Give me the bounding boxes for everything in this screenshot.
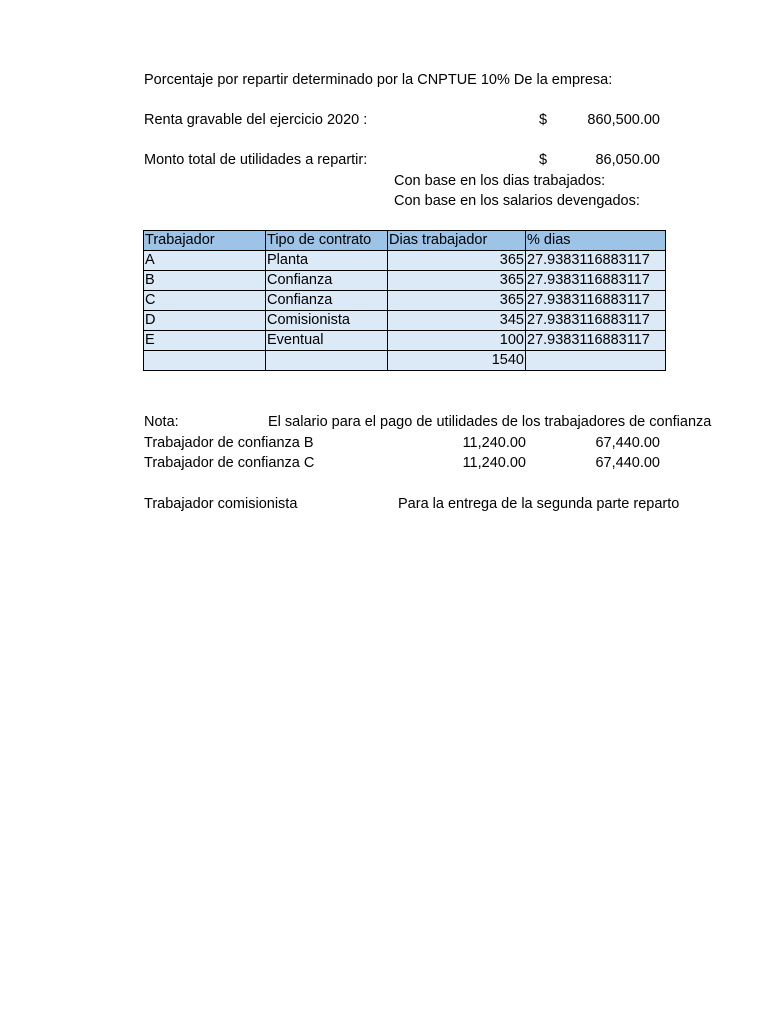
cell-pct: 27.9383116883117	[526, 251, 666, 271]
cell-pct: 27.9383116883117	[526, 271, 666, 291]
comisionista-label: Trabajador comisionista	[144, 496, 298, 512]
cell-trabajador: C	[144, 291, 266, 311]
nota-text: El salario para el pago de utilidades de los trabajadores de confianza	[268, 414, 712, 430]
table-row	[144, 311, 666, 331]
monto-value: 86,050.00	[595, 152, 660, 168]
workers-table	[143, 230, 666, 371]
comisionista-text: Para la entrega de la segunda parte reparto	[398, 496, 680, 512]
table-row	[144, 291, 666, 311]
base-dias-label: Con base en los dias trabajados:	[394, 173, 606, 189]
renta-label: Renta gravable del ejercicio 2020 :	[144, 112, 368, 128]
confianza-c-value2: 67,440.00	[595, 455, 660, 471]
renta-currency: $	[539, 112, 548, 128]
monto-currency: $	[539, 152, 548, 168]
cell-tipo: Confianza	[266, 271, 388, 291]
base-salarios-label: Con base en los salarios devengados:	[394, 193, 640, 209]
cell-tipo: Eventual	[266, 331, 388, 351]
print-area	[144, 60, 712, 530]
cell-dias: 365	[388, 291, 526, 311]
table-row	[144, 251, 666, 271]
cell-empty	[144, 351, 266, 371]
cell-total-dias: 1540	[388, 351, 526, 371]
porcentaje-label: Porcentaje por repartir determinado por la CNPTUE 10% De la empresa:	[144, 72, 613, 88]
cell-trabajador: E	[144, 331, 266, 351]
monto-label: Monto total de utilidades a repartir:	[144, 152, 368, 168]
cell-dias: 365	[388, 251, 526, 271]
cell-trabajador: D	[144, 311, 266, 331]
cell-tipo: Planta	[266, 251, 388, 271]
cell-empty	[266, 351, 388, 371]
cell-dias: 345	[388, 311, 526, 331]
table-row	[144, 331, 666, 351]
header-trabajador: Trabajador	[144, 231, 266, 251]
cell-pct: 27.9383116883117	[526, 311, 666, 331]
nota-label: Nota:	[144, 414, 179, 430]
confianza-b-label: Trabajador de confianza B	[144, 435, 314, 451]
cell-dias: 100	[388, 331, 526, 351]
cell-tipo: Comisionista	[266, 311, 388, 331]
confianza-c-value1: 11,240.00	[462, 455, 526, 471]
cell-trabajador: B	[144, 271, 266, 291]
confianza-b-value1: 11,240.00	[462, 435, 526, 451]
header-tipo-contrato: Tipo de contrato	[266, 231, 388, 251]
cell-pct: 27.9383116883117	[526, 331, 666, 351]
table-row	[144, 271, 666, 291]
cell-dias: 365	[388, 271, 526, 291]
cell-pct: 27.9383116883117	[526, 291, 666, 311]
confianza-b-value2: 67,440.00	[595, 435, 660, 451]
cell-trabajador: A	[144, 251, 266, 271]
table-header-row	[144, 231, 666, 251]
header-dias-trabajador: Dias trabajador	[388, 231, 526, 251]
table-total-row	[144, 351, 666, 371]
cell-empty	[526, 351, 666, 371]
confianza-c-label: Trabajador de confianza C	[144, 455, 315, 471]
header-pct-dias: % dias	[526, 231, 666, 251]
renta-value: 860,500.00	[587, 112, 660, 128]
cell-tipo: Confianza	[266, 291, 388, 311]
